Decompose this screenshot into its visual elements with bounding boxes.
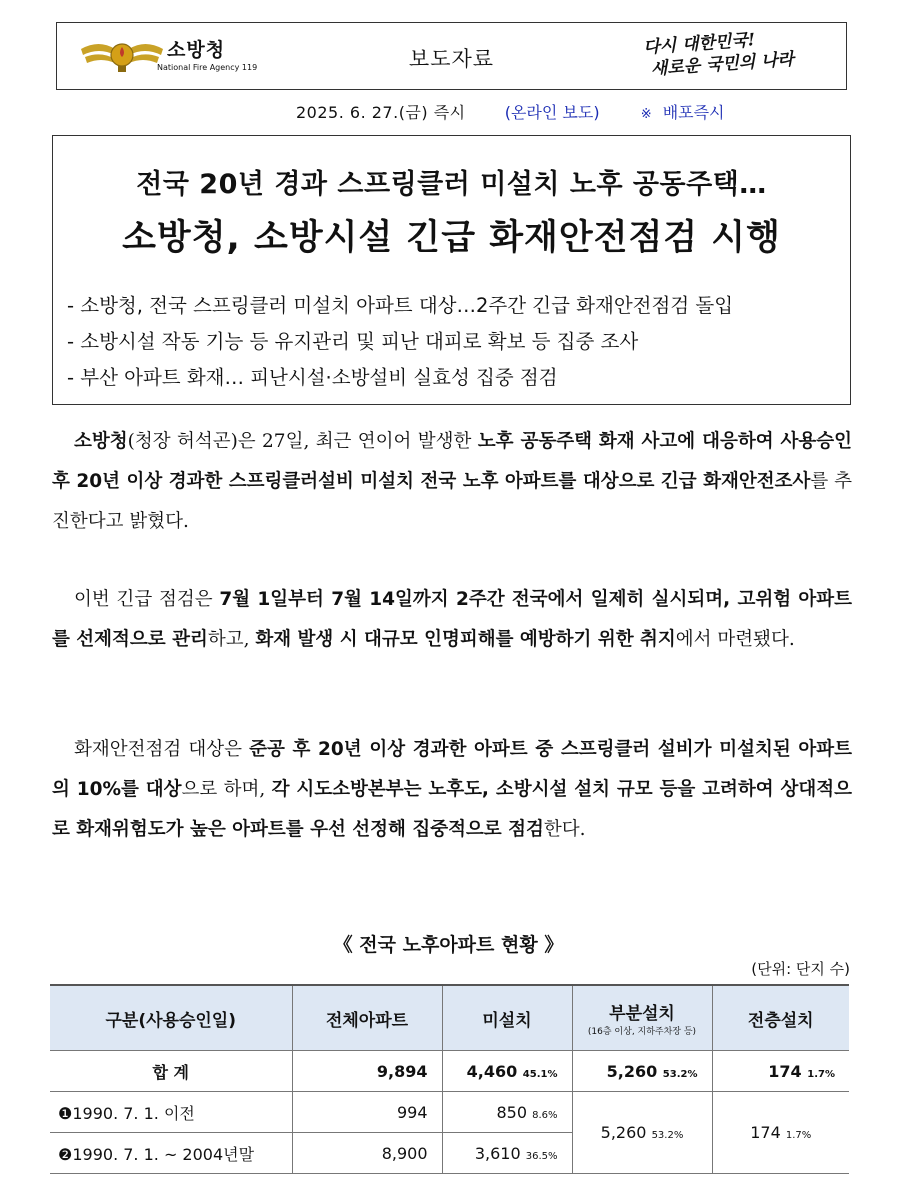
table-row (50, 1092, 849, 1133)
cell-none (442, 1133, 572, 1174)
subtitle: 전국 20년 경과 스프링클러 미설치 노후 공동주택… (136, 169, 767, 200)
body-text: 한다. (543, 819, 586, 840)
cell-percent: 1.7% (807, 1068, 835, 1080)
body-paragraph-2 (52, 580, 852, 660)
cell-value: 174 (750, 1123, 781, 1142)
slogan-line-2: 새로운 국민의 나라 (650, 49, 795, 80)
body-text: 를 추진한다고 밝혔다. (52, 471, 852, 532)
table-row-total (50, 1051, 849, 1092)
cell-partial (572, 1051, 712, 1092)
header-box (56, 22, 847, 90)
bold-text: 각 시도소방본부는 노후도, 소방시설 설치 규모 등을 고려하여 상대적으로 화재위험도가 높은 아파트를 우선 선정해 집중적으로 점검 (52, 779, 852, 840)
column-header: 부분설치 (609, 1004, 675, 1024)
cell-percent: 53.2% (651, 1130, 684, 1141)
cell-partial-merged (572, 1092, 712, 1174)
slogan-line-1: 다시 대한민국! (642, 30, 756, 58)
cell-value: 5,260 (606, 1061, 658, 1081)
column-header: 미설치 (442, 985, 572, 1051)
table-header-row (50, 985, 849, 1051)
release-date: 2025. 6. 27.(금) 즉시 (296, 103, 466, 122)
release-label: 배포즉시 (662, 103, 725, 122)
cell-percent: 8.6% (532, 1109, 558, 1121)
summary-bullet: - 소방시설 작동 기능 등 유지관리 및 피난 대피로 확보 등 집중 조사 (67, 330, 639, 353)
table-unit: (단위: 단지 수) (751, 960, 850, 978)
cell-percent: 36.5% (525, 1150, 558, 1162)
body-text: 이번 긴급 점검은 (74, 589, 220, 610)
cell-value: 174 (768, 1061, 802, 1081)
cell-all: 9,894 (292, 1051, 442, 1092)
cell-value: 3,610 (474, 1143, 521, 1163)
cell-none (442, 1051, 572, 1092)
bold-text: 노후 공동주택 화재 사고에 대응하여 사용승인 후 20년 이상 경과한 스프링클러설비 미설치 전국 노후 아파트를 대상으로 긴급 화재안전조사 (52, 431, 852, 492)
column-header: 전층설치 (712, 985, 849, 1051)
agency-english-name: National Fire Agency 119 (157, 63, 258, 72)
release-meta (296, 100, 725, 123)
body-paragraph-3 (52, 730, 852, 850)
column-header: 구분(사용승인일) (50, 985, 292, 1051)
body-text: (청장 허석곤)은 27일, 최근 연이어 발생한 (127, 431, 478, 452)
column-header-partial (572, 985, 712, 1051)
cell-value: 5,260 (600, 1123, 647, 1142)
bold-text: 준공 후 20년 이상 경과한 아파트 중 스프링클러 설비가 미설치된 아파트의 10%를 대상 (52, 739, 852, 800)
cell-value: 4,460 (466, 1061, 518, 1081)
cell-all: 994 (292, 1092, 442, 1133)
reference-mark-icon: ※ (640, 107, 652, 122)
bold-text: 화재 발생 시 대규모 인명피해를 예방하기 위한 취지 (255, 629, 676, 650)
online-label: (온라인 보도) (504, 103, 600, 122)
body-text: 하고, (207, 629, 256, 650)
cell-value: 850 (496, 1102, 527, 1122)
summary-bullet: - 소방청, 전국 스프링클러 미설치 아파트 대상…2주간 긴급 화재안전점검 돌입 (67, 294, 734, 317)
cell-all: 8,900 (292, 1133, 442, 1174)
column-note: (16층 이상, 지하주차장 등) (587, 1027, 697, 1037)
row-label: 합 계 (50, 1051, 292, 1092)
row-label: ❷1990. 7. 1. ~ 2004년말 (50, 1133, 292, 1174)
column-header: 전체아파트 (292, 985, 442, 1051)
summary-bullet: - 부산 아파트 화재… 피난시설·소방설비 실효성 집중 점검 (67, 366, 558, 389)
table-title: 《 전국 노후아파트 현황 》 (333, 934, 564, 956)
bold-text: 7월 1일부터 7월 14일까지 2주간 전국에서 일제히 실시되며, 고위험 아파트를 선제적으로 관리 (52, 589, 852, 650)
cell-full-merged (712, 1092, 849, 1174)
apartment-status-table (50, 984, 849, 1174)
body-text: 으로 하며, (181, 779, 272, 800)
bold-text: 소방청 (74, 431, 128, 452)
summary-bullets (67, 288, 733, 396)
cell-percent: 45.1% (522, 1068, 558, 1080)
body-paragraph-1 (52, 422, 852, 542)
cell-percent: 1.7% (785, 1130, 812, 1141)
cell-full (712, 1051, 849, 1092)
row-label: ❶1990. 7. 1. 이전 (50, 1092, 292, 1133)
body-text: 화재안전점검 대상은 (74, 739, 250, 760)
main-title: 소방청, 소방시설 긴급 화재안전점검 시행 (122, 218, 781, 258)
agency-name: 소방청 (167, 39, 226, 61)
cell-none (442, 1092, 572, 1133)
cell-percent: 53.2% (662, 1068, 698, 1080)
headline-box (52, 135, 851, 405)
body-text: 에서 마련됐다. (675, 629, 795, 650)
document-type: 보도자료 (408, 47, 495, 71)
